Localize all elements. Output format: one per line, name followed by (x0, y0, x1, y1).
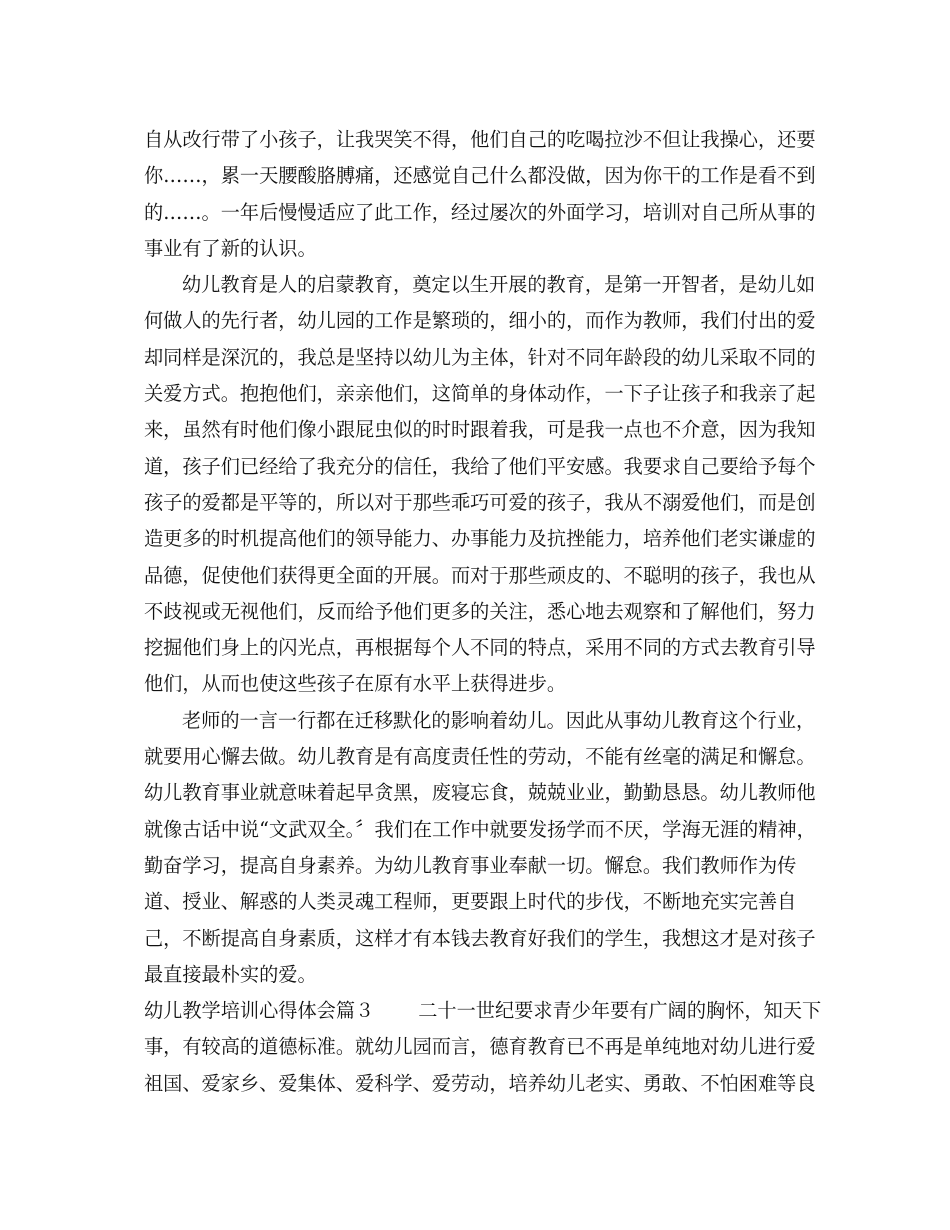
paragraph-first-line: 幼儿教育是人的启蒙教育，奠定以生开展的教育，是第一开智者，是幼儿如 (182, 273, 816, 297)
text-line: 却同样是深沉的，我总是坚持以幼儿为主体，针对不同年龄段的幼儿采取不同的 (144, 345, 816, 369)
text-line: 不歧视或无视他们，反而给予他们更多的关注，悉心地去观察和了解他们，努力 (144, 599, 816, 623)
text-line: 道，孩子们已经给了我充分的信任，我给了他们平安感。我要求自己要给予每个 (144, 454, 816, 478)
section-heading-line (144, 993, 822, 1029)
text-line: 事业有了新的认识。 (144, 236, 317, 260)
text-line: 孩子的爱都是平等的，所以对于那些乖巧可爱的孩子，我从不溺爱他们，而是创 (144, 490, 816, 514)
text-line: 你……，累一天腰酸胳膊痛，还感觉自己什么都没做，因为你干的工作是看不到 (144, 164, 816, 188)
document-body (144, 122, 822, 1102)
section-heading: 幼儿教学培训心得体会篇３ (144, 999, 375, 1023)
text-line: 己，不断提高自身素质，这样才有本钱去教育好我们的学生，我想这才是对孩子 (144, 926, 816, 950)
text-line: 来，虽然有时他们像小跟屁虫似的时时跟着我，可是我一点也不介意，因为我知 (144, 418, 816, 442)
text-line: 幼儿教育事业就意味着起早贪黑，废寝忘食，兢兢业业，勤勤恳恳。幼儿教师他 (144, 781, 816, 805)
text-line: 关爱方式。抱抱他们，亲亲他们，这简单的身体动作，一下子让孩子和我亲了起 (144, 382, 816, 406)
text-line: 就要用心懈去做。幼儿教育是有高度责任性的劳动，不能有丝毫的满足和懈怠。 (144, 745, 816, 769)
text-line: 品德，促使他们获得更全面的开展。而对于那些顽皮的、不聪明的孩子，我也从 (144, 563, 816, 587)
text-line: 挖掘他们身上的闪光点，再根据每个人不同的特点，采用不同的方式去教育引导 (144, 636, 816, 660)
text-line: 道、授业、解惑的人类灵魂工程师，更要跟上时代的步伐，不断地充实完善自 (144, 890, 797, 914)
text-line: 祖国、爱家乡、爱集体、爱科学、爱劳动，培养幼儿老实、勇敢、不怕困难等良 (144, 1071, 816, 1095)
text-line: 就像古话中说“文武双全。〞我们在工作中就要发扬学而不厌，学海无涯的精神， (144, 817, 816, 841)
section-first-text: 二十一世纪要求青少年要有广阔的胸怀，知天下 (418, 999, 822, 1023)
text-line: 勤奋学习，提高自身素养。为幼儿教育事业奉献一切。懈怠。我们教师作为传 (144, 853, 797, 877)
text-line: 造更多的时机提高他们的领导能力、办事能力及抗挫能力，培养他们老实谦虚的 (144, 527, 816, 551)
text-line: 自从改行带了小孩子，让我哭笑不得，他们自己的吃喝拉沙不但让我操心，还要 (144, 128, 816, 151)
paragraph-first-line: 老师的一言一行都在迁移默化的影响着幼儿。因此从事幼儿教育这个行业， (182, 708, 816, 732)
text-line: 最直接最朴实的爱。 (144, 962, 317, 986)
text-line: 何做人的先行者，幼儿园的工作是繁琐的，细小的，而作为教师，我们付出的爱 (144, 309, 816, 333)
text-line: 事，有较高的道德标准。就幼儿园而言，德育教育已不再是单纯地对幼儿进行爱 (144, 1035, 816, 1059)
text-line: 他们，从而也使这些孩子在原有水平上获得进步。 (144, 672, 567, 696)
text-line: 的……。一年后慢慢适应了此工作，经过屡次的外面学习，培训对自己所从事的 (144, 200, 816, 224)
